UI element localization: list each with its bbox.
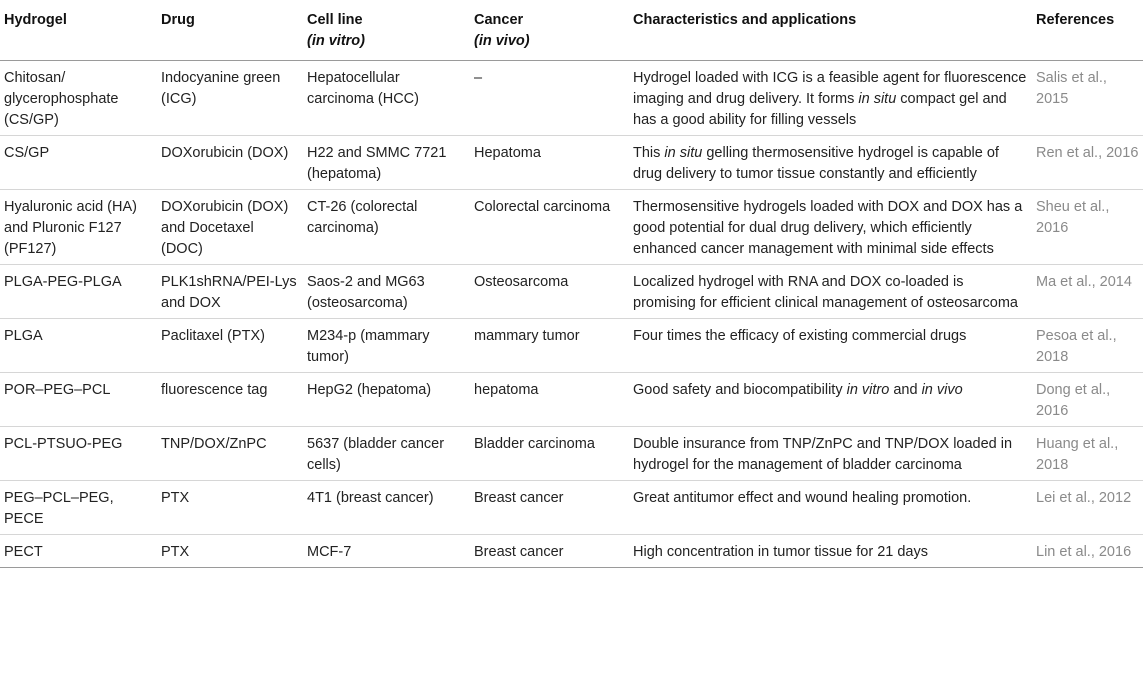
header-characteristics: Characteristics and applications xyxy=(629,0,1032,61)
header-references: References xyxy=(1032,0,1143,61)
table-row xyxy=(0,427,1143,481)
cell-reference: Ma et al., 2014 xyxy=(1032,265,1143,319)
char-text: and xyxy=(889,382,922,398)
header-cell-line xyxy=(303,0,470,61)
char-italic: in situ xyxy=(858,91,897,107)
char-text: This xyxy=(633,145,665,161)
cell-drug: PLK1shRNA/PEI-Lys and DOX xyxy=(157,265,303,319)
cell-characteristics: High concentration in tumor tissue for 21 days xyxy=(629,535,1032,568)
char-text: gelling thermosensitive hydrogel is capable of drug delivery to tumor tissue constantly and efficiently xyxy=(633,145,999,182)
header-hydrogel: Hydrogel xyxy=(0,0,157,61)
cell-cell-line: Saos-2 and MG63 (osteosarcoma) xyxy=(303,265,470,319)
cell-characteristics: Localized hydrogel with RNA and DOX co-loaded is promising for efficient clinical management of osteosarcoma xyxy=(629,265,1032,319)
cell-hydrogel: CS/GP xyxy=(0,136,157,190)
cell-hydrogel: PCL-PTSUO-PEG xyxy=(0,427,157,481)
cell-reference: Ren et al., 2016 xyxy=(1032,136,1143,190)
cell-cell-line: 5637 (bladder cancer cells) xyxy=(303,427,470,481)
header-cancer-sub: (in vivo) xyxy=(474,33,530,49)
char-text: compact gel and has a good ability for filling vessels xyxy=(633,91,1007,128)
cell-characteristics xyxy=(629,61,1032,136)
table-row xyxy=(0,481,1143,535)
char-italic: in situ xyxy=(664,145,703,161)
table-row xyxy=(0,61,1143,136)
cell-drug: PTX xyxy=(157,535,303,568)
char-text: Good safety and biocompatibility xyxy=(633,382,847,398)
cell-characteristics: Great antitumor effect and wound healing promotion. xyxy=(629,481,1032,535)
cell-hydrogel: Chitosan/ glycerophosphate (CS/GP) xyxy=(0,61,157,136)
cell-hydrogel: PEG–PCL–PEG, PECE xyxy=(0,481,157,535)
table-row xyxy=(0,136,1143,190)
cell-cell-line: MCF-7 xyxy=(303,535,470,568)
cell-hydrogel: PECT xyxy=(0,535,157,568)
cell-characteristics: Double insurance from TNP/ZnPC and TNP/DOX loaded in hydrogel for the management of bladder carcinoma xyxy=(629,427,1032,481)
cell-reference: Dong et al., 2016 xyxy=(1032,373,1143,427)
cell-reference: Sheu et al., 2016 xyxy=(1032,190,1143,265)
cell-reference: Pesoa et al., 2018 xyxy=(1032,319,1143,373)
cell-characteristics xyxy=(629,373,1032,427)
cell-hydrogel: Hyaluronic acid (HA) and Pluronic F127 (PF127) xyxy=(0,190,157,265)
header-drug: Drug xyxy=(157,0,303,61)
table-row xyxy=(0,265,1143,319)
cell-cancer: Bladder carcinoma xyxy=(470,427,629,481)
cell-hydrogel: PLGA-PEG-PLGA xyxy=(0,265,157,319)
cell-reference: Lei et al., 2012 xyxy=(1032,481,1143,535)
header-cell-line-sub: (in vitro) xyxy=(307,33,365,49)
char-italic: in vitro xyxy=(846,382,890,398)
cell-drug: fluorescence tag xyxy=(157,373,303,427)
cell-drug: DOXorubicin (DOX) and Docetaxel (DOC) xyxy=(157,190,303,265)
cell-drug: PTX xyxy=(157,481,303,535)
char-italic: in vivo xyxy=(921,382,963,398)
cell-cancer: mammary tumor xyxy=(470,319,629,373)
cell-reference: Lin et al., 2016 xyxy=(1032,535,1143,568)
header-row xyxy=(0,0,1143,61)
cell-reference: Huang et al., 2018 xyxy=(1032,427,1143,481)
cell-drug: TNP/DOX/ZnPC xyxy=(157,427,303,481)
cell-cell-line: CT-26 (colorectal carcinoma) xyxy=(303,190,470,265)
table-row xyxy=(0,535,1143,568)
cell-characteristics: Thermosensitive hydrogels loaded with DOX and DOX has a good potential for dual drug delivery, which efficiently enhanced cancer management with minimal side effects xyxy=(629,190,1032,265)
cell-cancer: hepatoma xyxy=(470,373,629,427)
header-cell-line-label: Cell line xyxy=(307,12,363,28)
header-cancer-label: Cancer xyxy=(474,12,524,28)
cell-drug: DOXorubicin (DOX) xyxy=(157,136,303,190)
cell-cell-line: 4T1 (breast cancer) xyxy=(303,481,470,535)
char-text: Hydrogel loaded with ICG is a feasible agent for fluorescence imaging and drug delivery. It forms xyxy=(633,70,1027,107)
cell-cell-line: M234-p (mammary tumor) xyxy=(303,319,470,373)
cell-cell-line: Hepatocellular carcinoma (HCC) xyxy=(303,61,470,136)
cell-cancer: – xyxy=(470,61,629,136)
cell-hydrogel: PLGA xyxy=(0,319,157,373)
table-row xyxy=(0,319,1143,373)
table-row xyxy=(0,373,1143,427)
table-row xyxy=(0,190,1143,265)
cell-cancer: Hepatoma xyxy=(470,136,629,190)
cell-reference: Salis et al., 2015 xyxy=(1032,61,1143,136)
cell-drug: Indocyanine green (ICG) xyxy=(157,61,303,136)
cell-cancer: Colorectal carcinoma xyxy=(470,190,629,265)
cell-characteristics: Four times the efficacy of existing commercial drugs xyxy=(629,319,1032,373)
cell-characteristics xyxy=(629,136,1032,190)
cell-cancer: Breast cancer xyxy=(470,481,629,535)
cell-drug: Paclitaxel (PTX) xyxy=(157,319,303,373)
cell-cell-line: HepG2 (hepatoma) xyxy=(303,373,470,427)
cell-cancer: Osteosarcoma xyxy=(470,265,629,319)
cell-hydrogel: POR–PEG–PCL xyxy=(0,373,157,427)
header-cancer xyxy=(470,0,629,61)
cell-cell-line: H22 and SMMC 7721 (hepatoma) xyxy=(303,136,470,190)
cell-cancer: Breast cancer xyxy=(470,535,629,568)
